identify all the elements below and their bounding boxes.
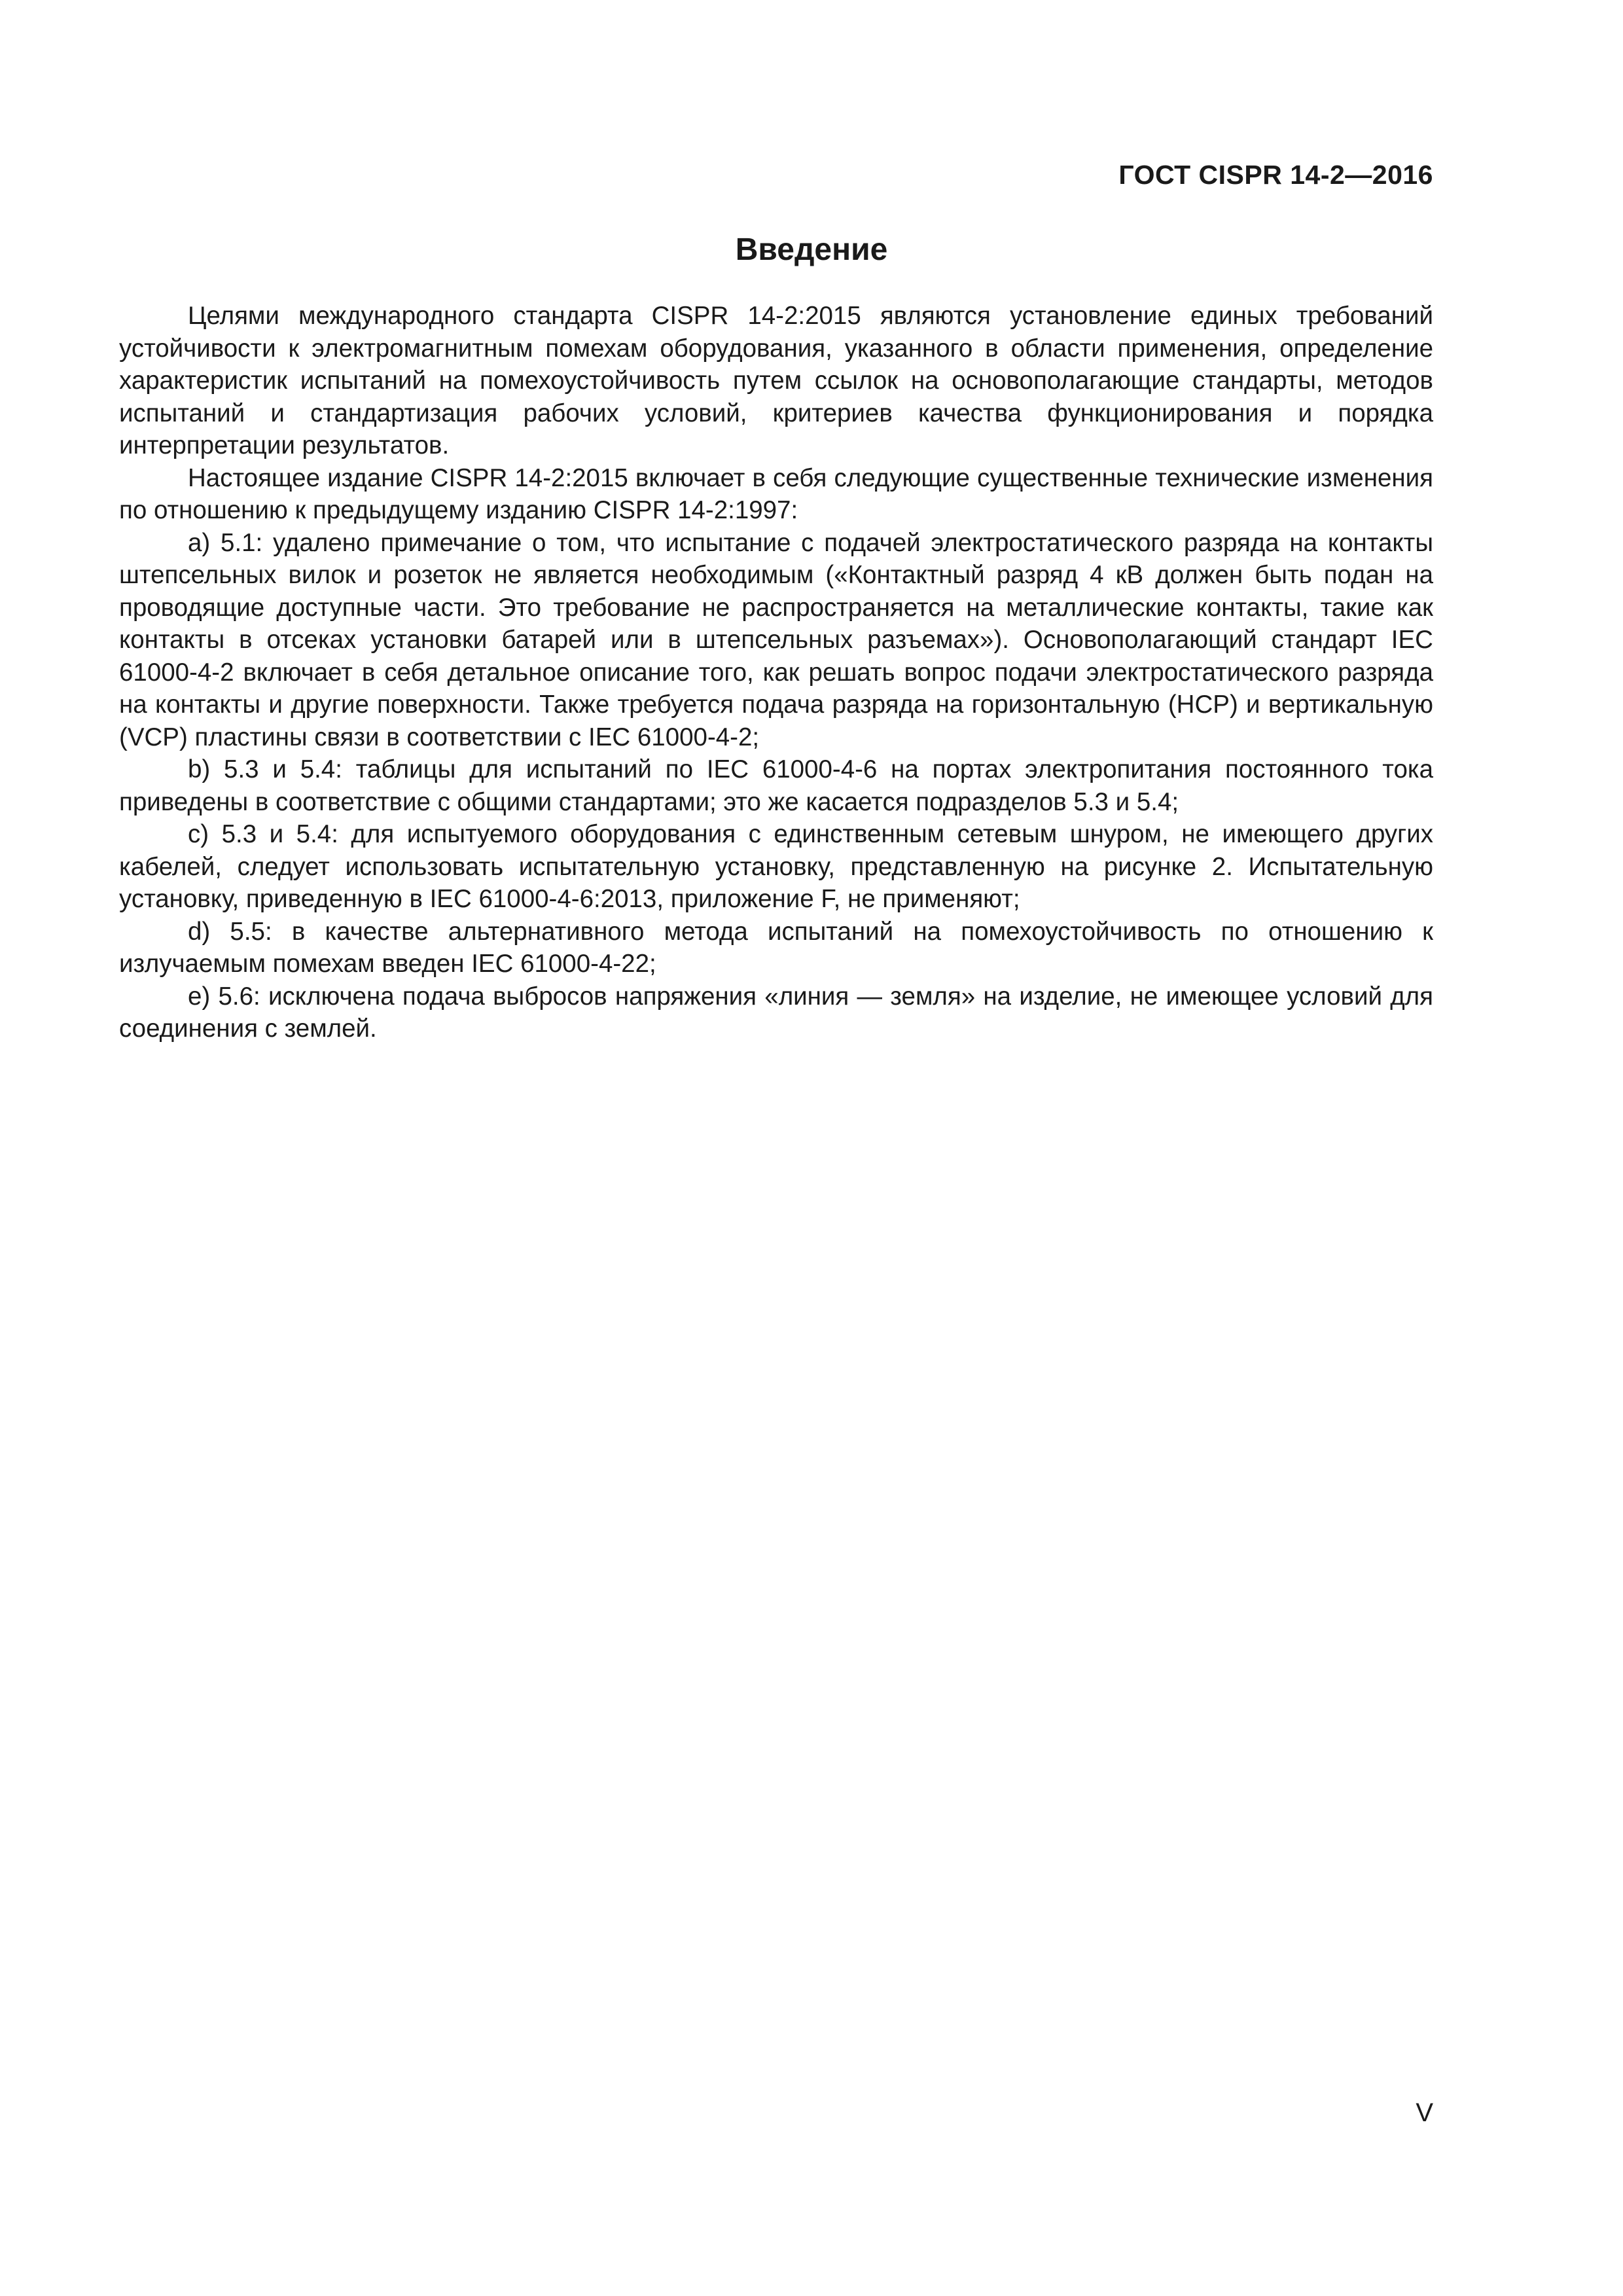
list-item-change-d: d) 5.5: в качестве альтернативного метода испытаний на помехоустойчивость по отношению к излучаемым помехам введен IEC 61000-4-22; <box>119 917 1433 978</box>
document-code: ГОСТ CISPR 14-2—2016 <box>1118 160 1433 190</box>
paragraph-purpose: Целями международного стандарта CISPR 14-2:2015 являются установление единых требований устойчивости к электромагнитным помехам оборудования, указанного в области применения, определение характеристик испытаний на помехоустойчивость путем ссылок на основополагающие стандарты, методов испытаний и стандартизация рабочих условий, критериев качества функционирования и порядка интерпретации результатов. <box>119 302 1433 459</box>
list-item-change-b: b) 5.3 и 5.4: таблицы для испытаний по IEC 61000-4-6 на портах электропитания постоянного тока приведены в соответствие с общими стандартами; это же касается подразделов 5.3 и 5.4; <box>119 755 1433 816</box>
page-number: V <box>1416 2098 1433 2127</box>
list-item-change-e: e) 5.6: исключена подача выбросов напряжения «линия — земля» на изделие, не имеющее условий для соединения с землей. <box>119 982 1433 1043</box>
list-item-change-c: c) 5.3 и 5.4: для испытуемого оборудования с единственным сетевым шнуром, не имеющего других кабелей, следует использовать испытательную установку, представленную на рисунке 2. Испытательную установку, приведенную в IEC 61000-4-6:2013, приложение F, не применяют; <box>119 820 1433 913</box>
list-item-change-a: a) 5.1: удалено примечание о том, что испытание с подачей электростатического разряда на контакты штепсельных вилок и розеток не является необходимым («Контактный разряд 4 кВ должен быть подан на проводящие доступные части. Это требование не распространяется на металлические контакты, такие как контакты в отсеках установки батарей или в штепсельных разъемах»). Основополагающий стандарт IEC 61000-4-2 включает в себя детальное описание того, как решать вопрос подачи электростатического разряда на контакты и другие поверхности. Также требуется подача разряда на горизонтальную (HCP) и вертикальную (VCP) пластины связи в соответствии с IEC 61000-4-2; <box>119 528 1433 751</box>
introduction-body <box>119 300 1433 1045</box>
section-title: Введение <box>735 232 888 267</box>
paragraph-changes-intro: Настоящее издание CISPR 14-2:2015 включает в себя следующие существенные технические изменения по отношению к предыдущему изданию CISPR 14-2:1997: <box>119 463 1433 524</box>
